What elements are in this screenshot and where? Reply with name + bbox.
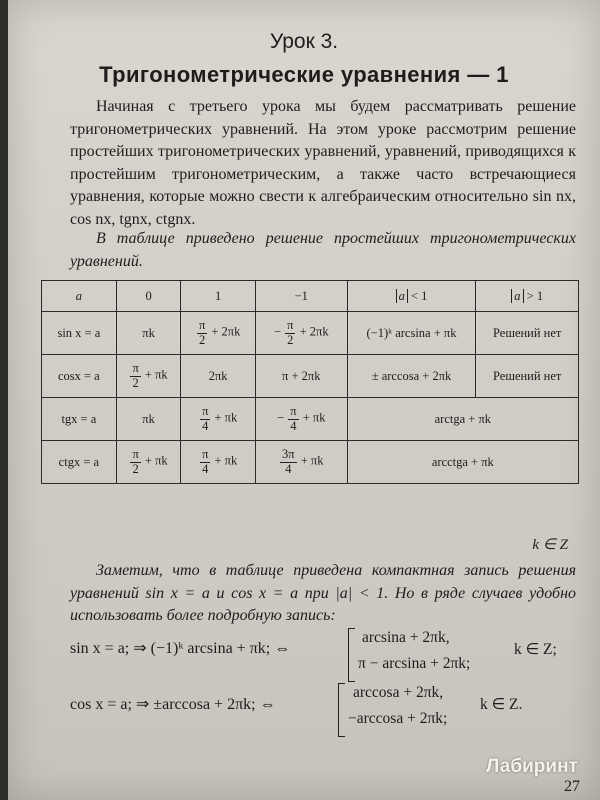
sin-k-in-z: k ∈ Z; xyxy=(514,641,557,658)
row-equation: cosx = a xyxy=(42,355,117,398)
cell-value: $\frac{\pi}{4}$ + πk xyxy=(181,398,256,441)
row-equation: ctgx = a xyxy=(42,441,117,484)
cell-value: Решений нет xyxy=(476,355,579,398)
cell-value: 2πk xyxy=(181,355,256,398)
cell-value: πk xyxy=(116,398,181,441)
header-cell-1: 1 xyxy=(181,281,256,312)
header-cell-a: a xyxy=(42,281,117,312)
table-row xyxy=(42,441,579,484)
cos-square-bracket xyxy=(338,683,345,737)
cell-value: $\frac{\pi}{4}$ + πk xyxy=(181,441,256,484)
cell-value: $\frac{\pi}{2}$ + πk xyxy=(116,355,181,398)
header-cell-minus1: −1 xyxy=(255,281,347,312)
page-number: 27 xyxy=(564,778,580,795)
cell-value: Решений нет xyxy=(476,312,579,355)
sin-formula-left: sin x = a; ⇒ (−1)ᵏ arcsina + πk; ⇔ xyxy=(70,640,291,657)
header-cell-0: 0 xyxy=(116,281,181,312)
cell-value: $\frac{\pi}{2}$ + 2πk xyxy=(181,312,256,355)
table-row xyxy=(42,355,579,398)
row-equation: sin x = a xyxy=(42,312,117,355)
cell-value: πk xyxy=(116,312,181,355)
book-page xyxy=(8,0,600,800)
table-header-row xyxy=(42,281,579,312)
cell-value: (−1)ᵏ arcsina + πk xyxy=(347,312,476,355)
cell-value: arcctga + πk xyxy=(347,441,578,484)
lesson-number: Урок 3. xyxy=(269,30,339,53)
sin-case-1: arcsina + 2πk, xyxy=(362,629,450,646)
cos-formula-left: cos x = a; ⇒ ±arccosa + 2πk; ⇔ xyxy=(70,696,276,713)
header-cell-abs-gt-1: a > 1 xyxy=(476,281,579,312)
watermark-logo: Лабиринт xyxy=(486,756,578,777)
cell-value: − $\frac{\pi}{2}$ + 2πk xyxy=(255,312,347,355)
intro-paragraph: Начиная с третьего урока мы будем рассматривать решение тригонометрических уравнений. На этом уроке рассмотрим решение простейших тригонометрических уравнений, уравнений, приводящихся к простейшим тригонометрическим, а также часто встречающиеся уравнения, которые можно свести к алгебраическим относительно sin nx, cos nx, tgnx, ctgnx. xyxy=(70,98,576,228)
cell-value: − $\frac{\pi}{4}$ + πk xyxy=(255,398,347,441)
cos-k-in-z: k ∈ Z. xyxy=(480,696,523,713)
row-equation: tgx = a xyxy=(42,398,117,441)
chapter-title: Тригонометрические уравнения — 1 xyxy=(99,62,509,87)
solutions-table xyxy=(41,280,579,484)
cell-value: $\frac{3\pi}{4}$ + πk xyxy=(255,441,347,484)
cos-case-2: −arccosa + 2πk; xyxy=(348,710,448,727)
sin-case-2: π − arcsina + 2πk; xyxy=(358,655,471,672)
table-row xyxy=(42,312,579,355)
table-intro-paragraph: В таблице приведено решение простейших тригонометрических уравнений. xyxy=(70,230,576,270)
cell-value: arctga + πk xyxy=(347,398,578,441)
cell-value: ± arccosa + 2πk xyxy=(347,355,476,398)
cell-value: $\frac{\pi}{2}$ + πk xyxy=(116,441,181,484)
cell-value: π + 2πk xyxy=(255,355,347,398)
k-in-z-label: k ∈ Z xyxy=(532,537,568,553)
sin-square-bracket xyxy=(348,628,355,682)
cos-case-1: arccosa + 2πk, xyxy=(353,684,444,701)
table-row xyxy=(42,398,579,441)
header-cell-abs-lt-1: a < 1 xyxy=(347,281,476,312)
note-paragraph: Заметим, что в таблице приведена компактная запись решения уравнений sin x = a и cos x = a при |a| < 1. Но в ряде случаев удобно использовать более подробную запись: xyxy=(70,562,576,624)
